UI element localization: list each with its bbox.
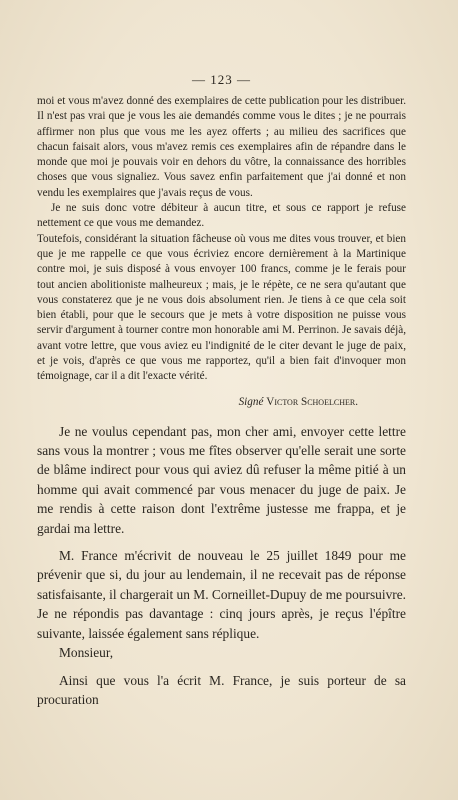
letter-paragraph: moi et vous m'avez donné des exemplaires de cette publication pour les distribuer. Il n'est pas vrai que je vous les aie demandés comme vous le dites ; je ne pourrais affirmer non plus que vous me les ayez offerts ; au milieu des sacrifices que chacun faisait alors, vous m'avez remis ces exemplaires afin de répandre dans le monde que moi je pouvais voir en dehors du vôtre, la connaissance des horribles choses que vous signaliez. Vous savez enfin parfaitement que j'ai donné et non vendu les exemplaires que j'avais reçus de vous.	[37, 95, 406, 199]
letter-signature	[37, 396, 358, 408]
salutation: Monsieur,	[59, 645, 114, 661]
signature-prefix: Signé	[238, 395, 264, 408]
letter-paragraph: Toutefois, considérant la situation fâcheuse où vous me dites vous trouver, et bien que je me rappelle ce que vous écriviez encore dernièrement à la Martinique contre moi, je suis disposé à vous envoyer 100 francs, comme je le ferais pour tout ancien abolitioniste malheureux ; mais, je le répète, ce ne sera qu'autant que vous constaterez que je ne vous dois absolument rien. Je tiens à ce que cela soit bien établi, pour que le secours que je mets à votre disposition ne puisse vous servir d'argument à tourner contre mon honorable ami M. Perrinon. Je savais déjà, avant votre lettre, que vous aviez eu l'indignité de le citer devant le juge de paix, et je vois, d'après ce que vous me rapportez, qu'il a bien fait d'invoquer mon témoignage, car il a dit l'exacte vérité.	[37, 232, 406, 383]
signature-name: Victor Schoelcher.	[266, 395, 358, 408]
page-number: — 123 —	[192, 72, 251, 87]
narrative-last-line: Ainsi que vous l'a écrit M. France, je suis porteur de sa procuration	[37, 672, 406, 707]
narrative-paragraph: M. France m'écrivit de nouveau le 25 juillet 1849 pour me prévenir que si, du jour au lendemain, il ne recevait pas de réponse satisfaisante, il chargerait un M. Corneillet-Dupuy de me poursuivre. Je ne répondis pas davantage : cinq jours après, je reçus l'épître suivante, laissée également sans réplique.	[37, 548, 407, 641]
page-content	[37, 72, 406, 709]
narrative-paragraph: Je ne voulus cependant pas, mon cher ami, envoyer cette lettre sans vous la montrer ; vous me fîtes observer qu'elle serait une sorte de blâme indirect pour vous qui aviez dû refuser la même pitié à un homme qui avait commencé par vous menacer du juge de paix. Je me rendis à cette raison dont l'extrême justesse me frappa, et je gardai ma lettre.	[37, 423, 406, 536]
narrative-text	[37, 422, 406, 710]
quoted-letter	[37, 94, 406, 385]
letter-paragraph: Je ne suis donc votre débiteur à aucun titre, et sous ce rapport je refuse nettement ce que vous me demandez.	[37, 202, 406, 230]
